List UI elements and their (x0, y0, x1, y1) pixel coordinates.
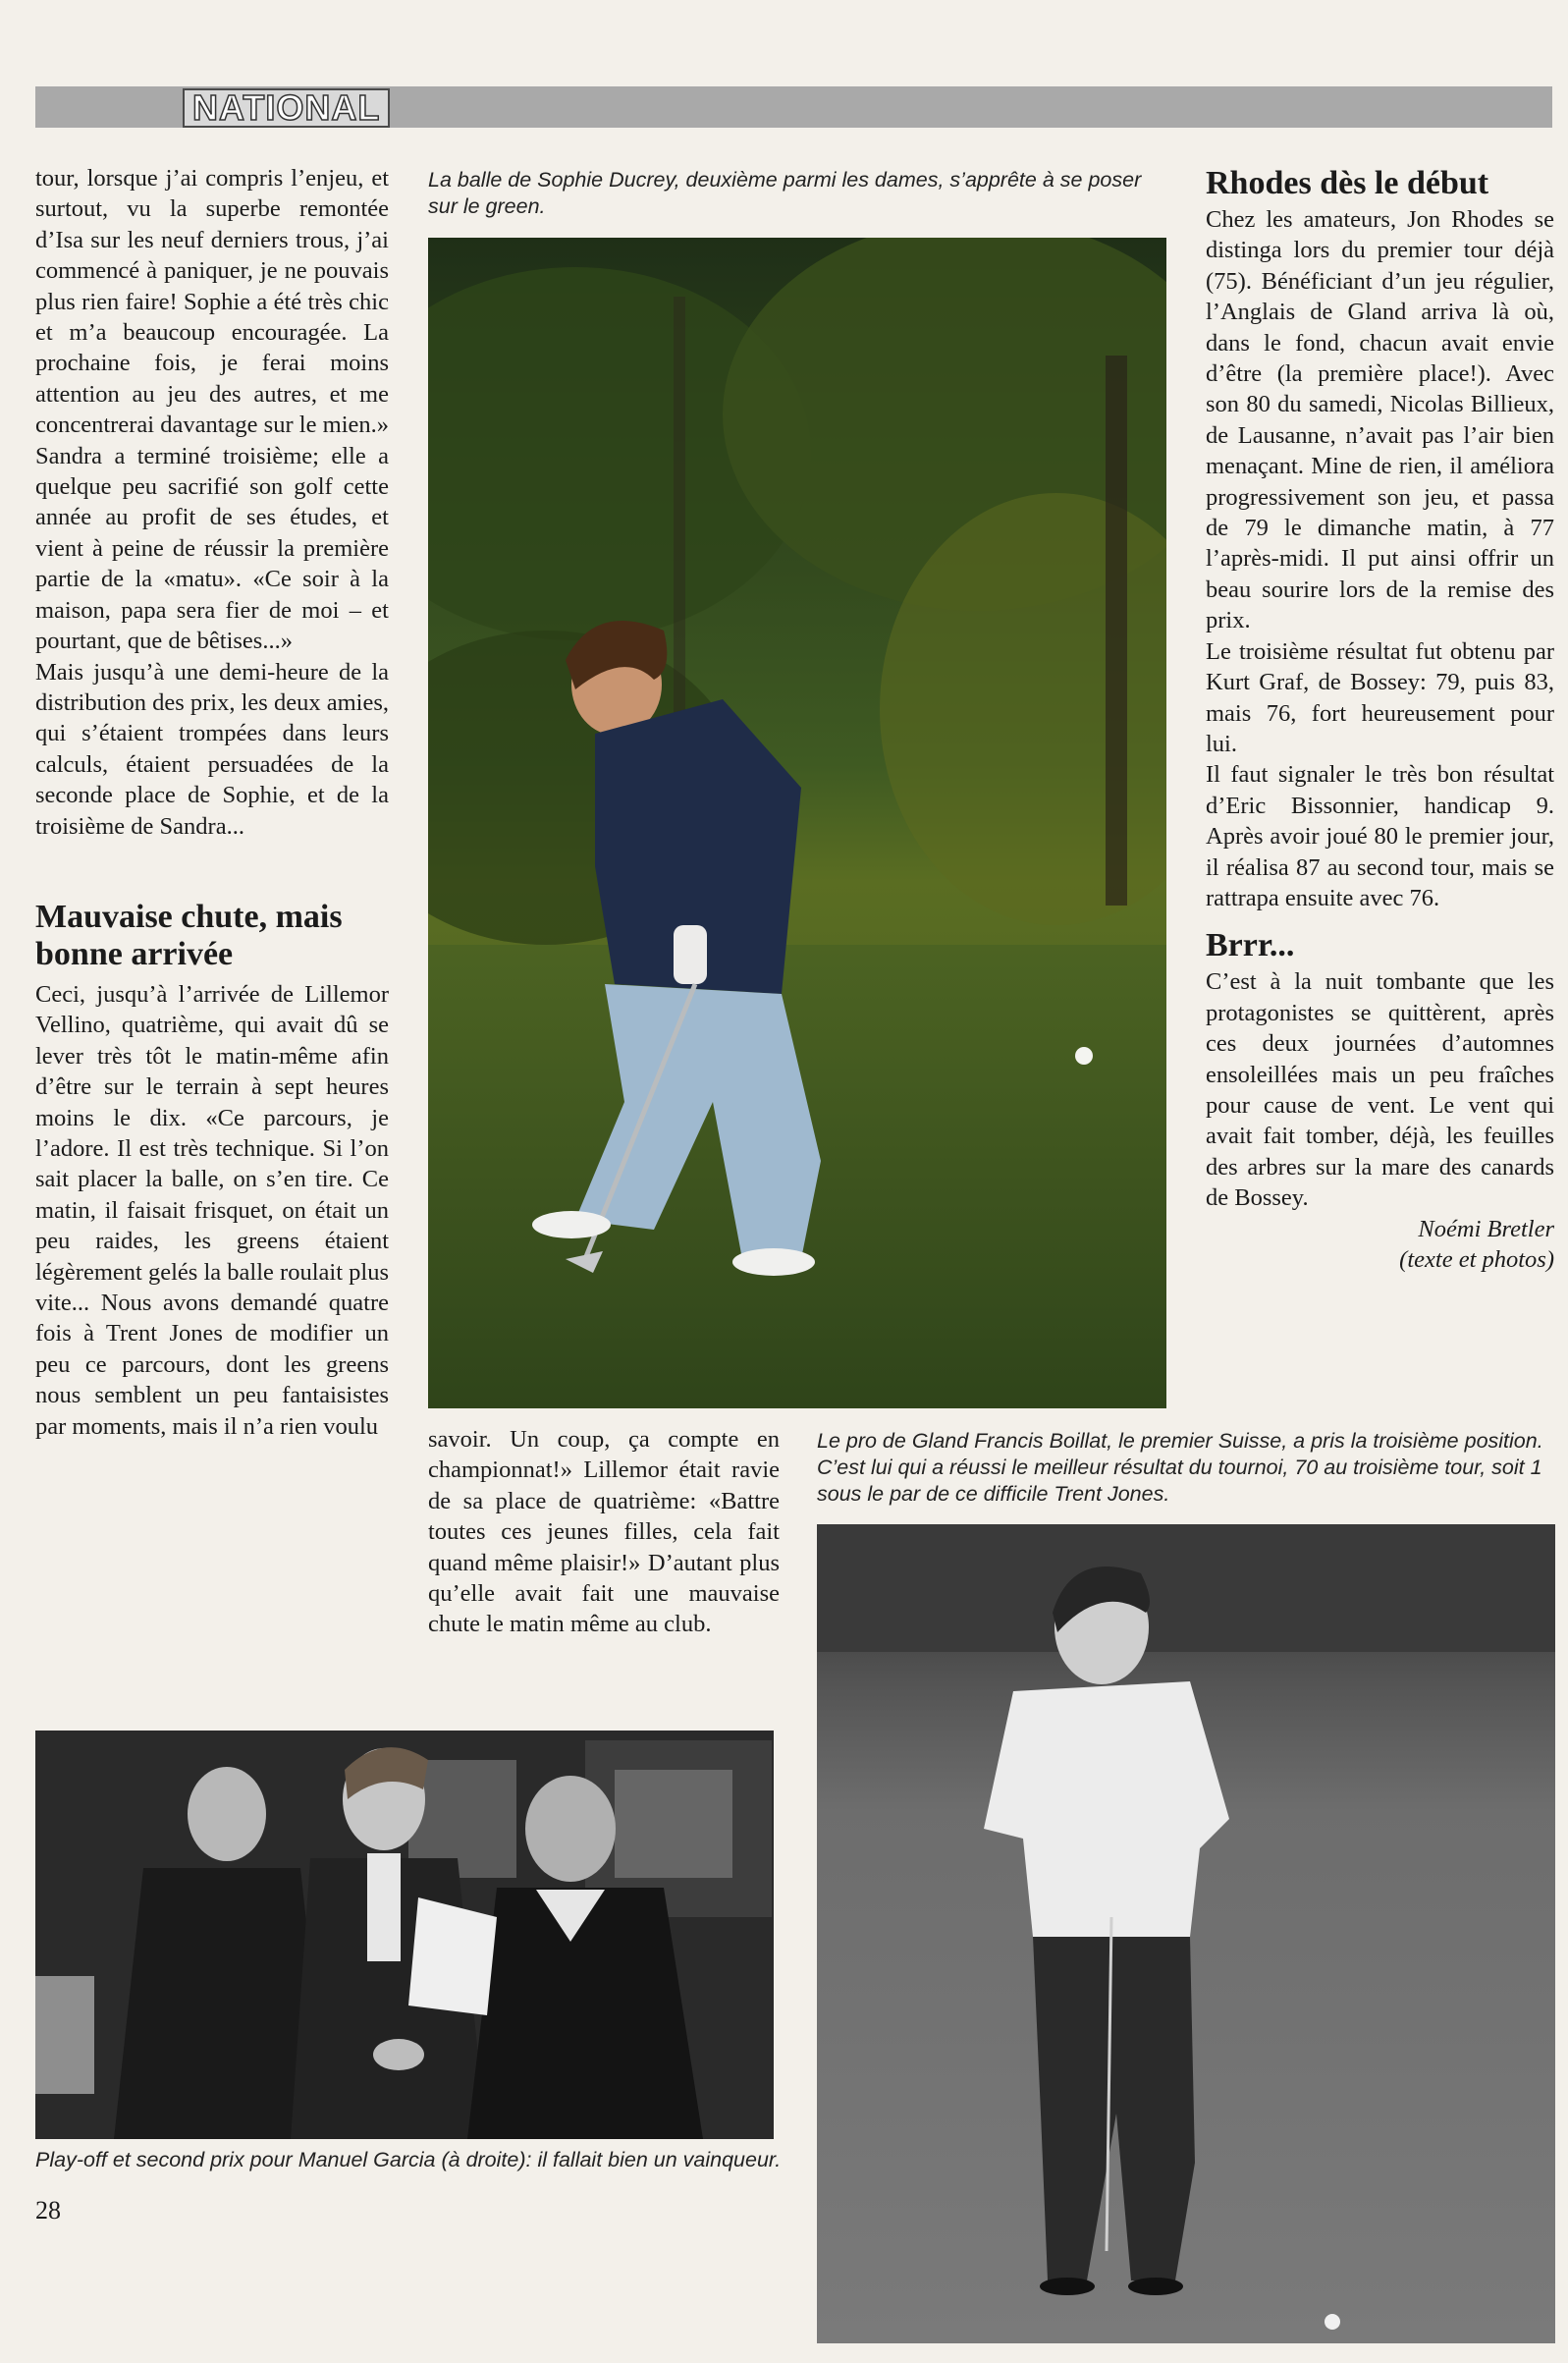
photo-caption-top: La balle de Sophie Ducrey, deuxième parmi les dames, s’apprête à se poser sur le green. (428, 168, 1142, 218)
photo-caption-right: Le pro de Gland Francis Boillat, le premier Suisse, a pris la troisième position. C’est lui qui a réussi le meilleur résultat du tournoi, 70 au troisième tour, soit 1 sous le par de ce difficile Trent Jones. (817, 1429, 1543, 1506)
paragraph: C’est à la nuit tombante que les protagonistes se quittèrent, après ces deux journées d’automnes ensoleillées mais un peu fraîches pour cause de vent. Le vent qui avait fait tomber, déjà, les feuilles des arbres sur la mare des canards de Bossey. (1206, 968, 1554, 1212)
golfer-man-photo (817, 1524, 1555, 2343)
paragraph: Chez les amateurs, Jon Rhodes se distinga lors du premier tour déjà (75). Bénéficiant d’un jeu régulier, l’Anglais de Gland arriva là où, dans le fond, chacun avait envie d’être (la première place!). Avec son 80 du samedi, Nicolas Billieux, de Lausanne, n’avait pas l’air bien menaçant. Mine de rien, il améliora progressivement son jeu, et passa de 79 le dimanche matin, à 77 l’après-midi. Il put ainsi offrir un beau sourire lors de la remise des prix. (1206, 206, 1554, 634)
subheading: Mauvaise chute, mais bonne arrivée (35, 898, 343, 972)
photo-caption-bottom: Play-off et second prix pour Manuel Garcia (à droite): il fallait bien un vainqueur. (35, 2148, 782, 2171)
prize-ceremony-illustration (35, 1731, 774, 2139)
golfer-woman-photo (428, 238, 1166, 1408)
subheading: Rhodes dès le début (1206, 165, 1489, 201)
paragraph: Ceci, jusqu’à l’arrivée de Lillemor Vellino, quatrième, qui avait dû se lever très tôt le matin-même afin d’être sur le terrain à sept heures moins le dix. «Ce parcours, je l’adore. Il est très technique. Si l’on sait placer la balle, on s’en tire. Ce matin, il faisait frisquet, on était un peu raides, les greens étaient légèrement gelés la balle roulait plus vite... Nous avons demandé quatre fois à Trent Jones de modifier un peu ce parcours, dont les greens nous semblent un peu fantaisistes par moments, mais il n’a rien voulu (35, 980, 389, 1440)
paragraph: Le troisième résultat fut obtenu par Kurt Graf, de Bossey: 79, puis 83, mais 76, fort heureusement pour lui. (1206, 637, 1554, 757)
paragraph: Mais jusqu’à une demi-heure de la distribution des prix, les deux amies, qui s’étaient trompées dans leurs calculs, étaient persuadées de la seconde place de Sophie, et de la troisième de Sandra... (35, 658, 389, 840)
paragraph: savoir. Un coup, ça compte en championnat!» Lillemor était ravie de sa place de quatrième: «Battre toutes ces jeunes filles, cela fait quand même plaisir!» D’autant plus qu’elle avait fait une mauvaise chute le matin même au club. (428, 1426, 780, 1638)
section-header-bar (35, 86, 1552, 128)
golfer-woman-illustration (428, 238, 1166, 1408)
column-left (35, 163, 389, 1442)
page-number: 28 (35, 2196, 61, 2225)
column-right (1206, 165, 1554, 1275)
column-middle-lower (428, 1424, 780, 1640)
paragraph: Il faut signaler le très bon résultat d’Eric Bissonnier, handicap 9. Après avoir joué 80 le premier jour, il réalisa 87 au second tour, mais se rattrapa ensuite avec 76. (1206, 761, 1554, 911)
subheading: Brrr... (1206, 927, 1295, 964)
section-label: NATIONAL (183, 88, 390, 128)
paragraph: tour, lorsque j’ai compris l’enjeu, et surtout, vu la superbe remontée d’Isa sur les neuf derniers trous, j’ai commencé à paniquer, je ne pouvais plus rien faire! Sophie a été très chic et m’a beaucoup encouragée. La prochaine fois, je ferai moins attention au jeu des autres, et me concentrerai davantage sur le mien.» Sandra a terminé troisième; elle a quelque peu sacrifié son golf cette année au profit de ses études, et vient à peine de réussir la première partie de la «matu». «Ce soir à la maison, papa sera fier de moi – et pourtant, que de bêtises...» (35, 165, 389, 655)
prize-ceremony-photo (35, 1731, 774, 2139)
golfer-man-illustration (817, 1524, 1555, 2343)
photo-credit: (texte et photos) (1399, 1246, 1554, 1273)
author-name: Noémi Bretler (1418, 1215, 1554, 1242)
